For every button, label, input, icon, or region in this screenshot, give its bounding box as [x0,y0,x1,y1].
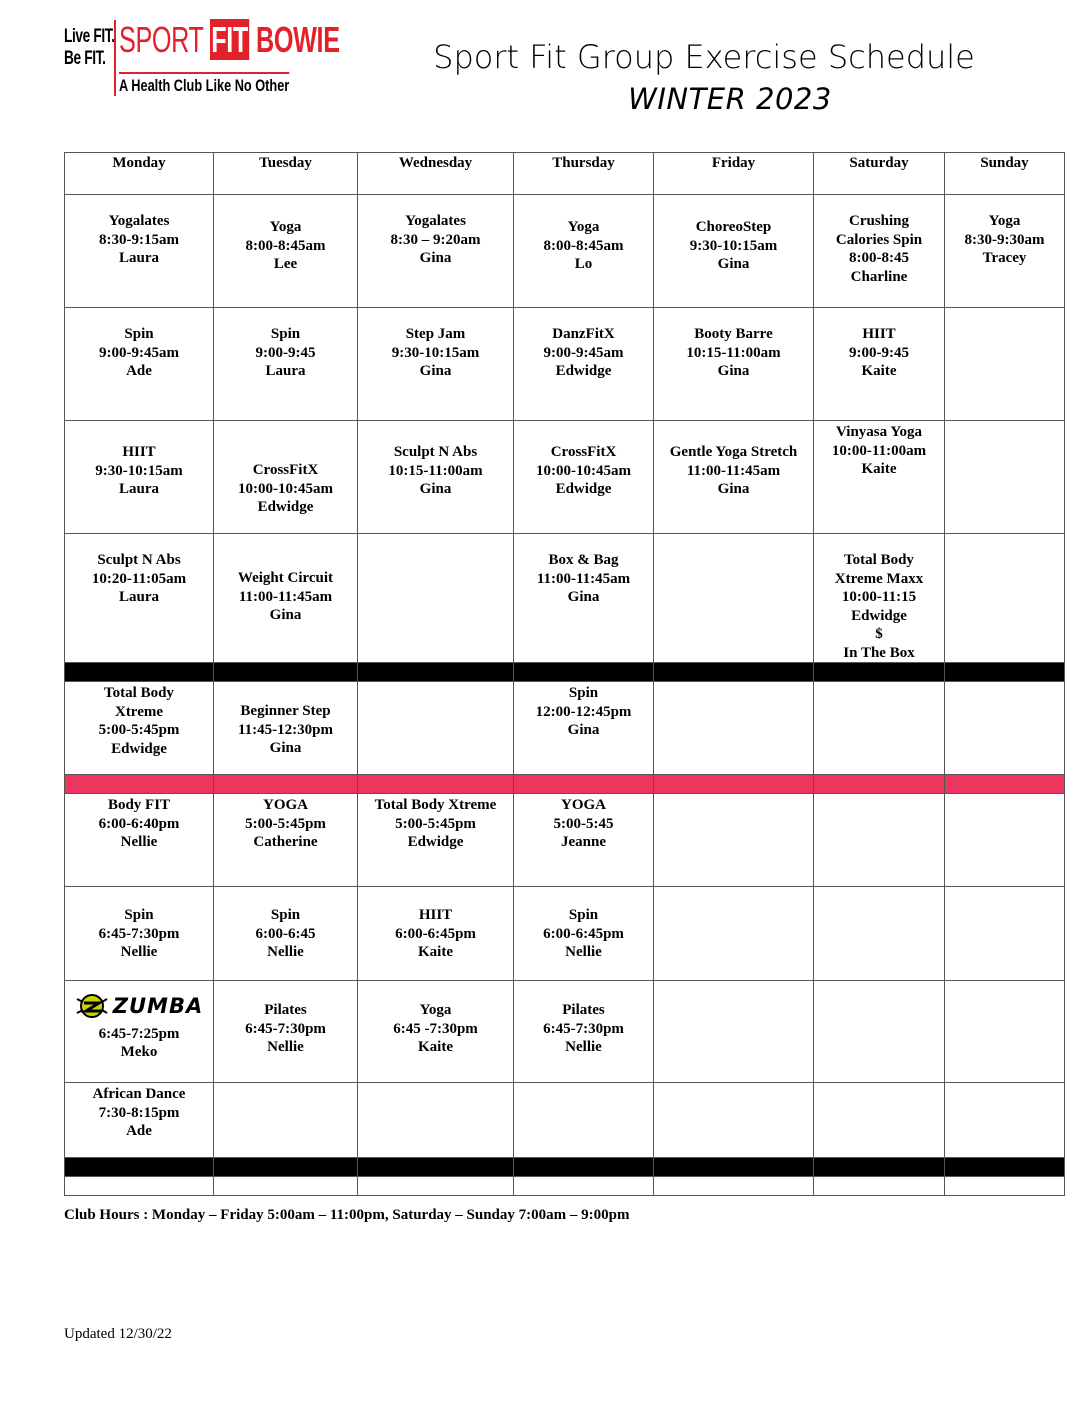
class-line: Jeanne [561,834,606,850]
divider-cell [945,1177,1065,1196]
class-line: HIIT [122,444,156,460]
class-cell [945,794,1065,887]
class-cell [65,887,214,981]
class-line: Yoga [419,1002,452,1018]
class-cell [945,682,1065,775]
day-header: Tuesday [214,153,358,195]
class-line: 8:00-8:45am [543,237,624,254]
class-line: Charline [850,268,908,285]
class-line: Gina [419,363,452,379]
class-cell [814,981,945,1083]
divider-cell [654,1158,814,1177]
schedule-row [65,981,1065,1083]
class-cell [654,308,814,421]
divider-cell [514,1177,654,1196]
logo-slogan: Live FIT. Be FIT. [64,26,115,69]
class-cell [358,421,514,534]
class-line: Edwidge [111,740,167,757]
class-cell [654,981,814,1083]
class-cell [514,534,654,663]
class-line: 9:00-9:45 [849,344,909,361]
class-line: Nellie [120,834,158,850]
class-cell [358,981,514,1083]
divider-cell [814,1158,945,1177]
schedule-row [65,1083,1065,1158]
class-line: 9:00-9:45am [543,344,624,361]
class-line: Spin [568,685,599,701]
class-line: ChoreoStep [695,219,772,235]
divider-cell [214,1158,358,1177]
schedule-row [65,887,1065,981]
class-cell [358,1083,514,1158]
class-line: 6:00-6:45pm [543,925,624,942]
page-title: Sport Fit Group Exercise Schedule [433,38,975,76]
class-line: 8:30 – 9:20am [390,231,481,248]
day-header: Friday [654,153,814,195]
schedule-row [65,794,1065,887]
class-line: 11:45-12:30pm [238,721,333,738]
class-line: Nellie [120,944,158,960]
class-line: 9:30-10:15am [95,462,183,479]
class-line: Booty Barre [694,326,773,342]
class-line: Pilates [264,1002,307,1018]
class-cell [358,308,514,421]
class-line: Tracey [982,250,1027,266]
class-line: YOGA [263,797,308,813]
divider-cell [945,1158,1065,1177]
class-line: Gina [567,722,600,738]
class-line: 6:45-7:30pm [245,1020,326,1037]
divider-cell [514,1158,654,1177]
class-cell [214,195,358,308]
class-cell [654,1083,814,1158]
class-line: Gentle Yoga Stretch [669,444,798,460]
class-cell [214,534,358,663]
class-line: Lo [574,256,593,272]
class-cell [65,534,214,663]
logo-wordmark: SPORT FIT BOWIE A Health Club Like No Other [114,20,306,96]
divider-cell [358,663,514,682]
class-line: 10:00-11:15 [841,589,917,605]
class-cell [514,195,654,308]
divider-cell [814,663,945,682]
divider-cell [65,1177,214,1196]
class-cell [214,682,358,775]
class-line: Xtreme Maxx [834,570,924,587]
zumba-logo [75,993,203,1019]
class-line: Body FIT [107,797,171,813]
class-cell [814,195,945,308]
class-line: Nellie [565,1039,602,1055]
class-cell [654,887,814,981]
class-line: Sculpt N Abs [393,444,478,460]
class-cell [65,195,214,308]
day-header: Monday [65,153,214,195]
class-line: Gina [419,481,452,497]
class-cell [945,1083,1065,1158]
class-cell [65,1083,214,1158]
class-line: 11:00-11:45am [536,570,631,587]
class-line: Gina [567,589,600,605]
class-line: Spin [568,907,599,923]
class-line: Gina [419,250,452,266]
class-line: 6:00-6:45pm [395,925,476,942]
class-line: Gina [269,740,302,756]
class-cell [514,682,654,775]
class-line: Kaite [861,363,897,379]
divider-cell [514,663,654,682]
class-cell [214,421,358,534]
day-header: Sunday [945,153,1065,195]
club-hours: Club Hours : Monday – Friday 5:00am – 11:00pm, Saturday – Sunday 7:00am – 9:00pm [64,1207,630,1223]
class-cell [65,682,214,775]
class-line: 9:30-10:15am [391,344,480,361]
schedule-row [65,195,1065,308]
day-header: Saturday [814,153,945,195]
class-line: 10:15-11:00am [388,462,483,479]
class-line: Edwidge [257,499,314,515]
logo-tagline: A Health Club Like No Other [119,72,289,96]
class-cell [214,308,358,421]
class-line: Spin [270,907,301,923]
divider-cell [358,1177,514,1196]
class-line: African Dance [92,1086,186,1102]
class-line: Edwidge [851,607,907,624]
class-line: 11:00-11:45am [686,462,781,479]
class-cell [654,421,814,534]
class-cell [65,981,214,1083]
class-line: Gina [269,607,302,623]
class-line: 8:30-9:15am [99,231,179,248]
class-cell [514,981,654,1083]
class-line: Nellie [267,944,304,960]
class-cell [358,534,514,663]
class-line: 12:00-12:45pm [535,703,632,720]
class-line: 10:00-10:45am [536,462,631,479]
class-cell [814,887,945,981]
class-cell [514,1083,654,1158]
divider-cell [214,775,358,794]
class-line: Crushing [848,213,910,229]
class-line: Pilates [562,1002,605,1018]
class-cell [814,794,945,887]
season-subtitle: WINTER 2023 [628,82,832,116]
divider-cell [654,663,814,682]
class-line: Box & Bag [548,552,619,568]
class-line: Nellie [267,1039,304,1055]
class-cell [358,682,514,775]
class-line: $ [875,626,883,642]
class-line: 6:45 -7:30pm [393,1020,478,1037]
class-line: 6:45-7:30pm [98,925,180,942]
class-line: 9:00-9:45am [99,344,179,361]
class-cell [654,195,814,308]
class-line: Kaite [418,1039,453,1055]
day-header-row [65,153,1065,195]
class-line: 10:00-10:45am [238,480,333,497]
zumba-label: ZUMBA [112,993,204,1018]
divider-cell [358,775,514,794]
class-line: Ade [126,1123,152,1139]
class-line: HIIT [418,907,453,923]
class-line: 7:30-8:15pm [98,1104,180,1121]
class-line: Gina [717,256,750,272]
class-cell [945,421,1065,534]
class-cell [65,794,214,887]
class-line: 5:00-5:45pm [395,815,476,832]
class-line: Calories Spin [835,231,923,248]
class-line: Edwidge [555,363,612,379]
class-cell [654,794,814,887]
class-cell [358,195,514,308]
class-cell [814,421,945,534]
class-line: Catherine [253,834,318,850]
class-line: Total Body [844,552,914,568]
schedule-row [65,308,1065,421]
class-line: Spin [124,326,154,342]
class-line: Yoga [988,213,1021,229]
class-line: Kaite [418,944,453,960]
class-line: 5:00-5:45pm [98,722,180,738]
class-cell [814,534,945,663]
class-line: Laura [118,589,159,605]
class-line: 9:30-10:15am [689,237,778,254]
class-cell [514,308,654,421]
class-cell [65,421,214,534]
class-line: Yoga [269,219,302,235]
class-line: 6:45-7:25pm [98,1025,180,1042]
class-line: 11:00-11:45am [238,588,333,605]
schedule-row [65,421,1065,534]
class-line: Kaite [861,461,897,477]
class-cell [65,308,214,421]
divider-cell [65,663,214,682]
class-line: 6:00-6:45 [255,925,316,942]
class-cell [214,981,358,1083]
class-cell [945,534,1065,663]
divider-cell [654,775,814,794]
day-header: Wednesday [358,153,514,195]
black-divider-row [65,1158,1065,1177]
class-line: Laura [265,363,306,379]
class-line: 6:00-6:40pm [98,815,180,832]
divider-cell [814,775,945,794]
class-line: Ade [126,363,152,379]
divider-cell [514,775,654,794]
class-line: Beginner Step [240,703,331,719]
class-line: 10:00-11:00am [831,442,927,459]
sportfit-logo [60,19,340,98]
class-line: Lee [273,256,298,272]
class-line: CrossFitX [550,444,617,460]
class-line: Laura [118,250,159,266]
class-line: 10:15-11:00am [686,344,781,361]
class-cell [814,682,945,775]
class-line: Spin [270,326,301,342]
class-line: 8:00-8:45am [245,237,326,254]
class-line: Laura [118,481,159,497]
class-cell [814,308,945,421]
class-line: 10:20-11:05am [91,570,187,587]
divider-cell [945,663,1065,682]
class-line: 5:00-5:45 [553,815,614,832]
divider-cell [358,1158,514,1177]
class-line: Nellie [565,944,602,960]
class-cell [514,887,654,981]
updated-date: Updated 12/30/22 [64,1326,172,1342]
class-line: Sculpt N Abs [97,552,181,568]
schedule-row [65,534,1065,663]
class-cell [214,887,358,981]
divider-cell [65,775,214,794]
class-cell [514,421,654,534]
class-line: 8:30-9:30am [964,231,1045,248]
class-line: Vinyasa Yoga [836,424,922,440]
black-divider-row [65,663,1065,682]
divider-cell [814,1177,945,1196]
divider-cell [214,1177,358,1196]
zumba-icon [75,993,109,1019]
class-line: Step Jam [405,326,466,342]
class-line: Meko [120,1044,158,1060]
divider-cell [945,775,1065,794]
divider-cell [214,663,358,682]
class-line: Edwidge [407,834,464,850]
class-line: 5:00-5:45pm [245,815,326,832]
class-line: Weight Circuit [237,570,334,586]
class-cell [654,682,814,775]
schedule-table [64,152,1065,1196]
divider-cell [65,1158,214,1177]
class-line: In The Box [843,644,915,661]
pink-divider-row [65,775,1065,794]
class-line: 8:00-8:45 [849,250,909,266]
class-cell [945,887,1065,981]
schedule-row [65,682,1065,775]
class-line: Yoga [567,219,600,235]
class-cell [514,794,654,887]
day-header: Thursday [514,153,654,195]
class-cell [358,794,514,887]
class-cell [214,794,358,887]
divider-cell [654,1177,814,1196]
class-line: Gina [717,363,750,379]
class-cell [358,887,514,981]
class-cell [214,1083,358,1158]
class-line: Yogalates [405,213,466,229]
class-line: Gina [717,481,750,497]
class-line: Xtreme [114,703,164,720]
blank-row [65,1177,1065,1196]
class-line: 9:00-9:45 [255,344,316,361]
class-line: CrossFitX [252,462,319,478]
class-cell [945,308,1065,421]
class-line: Total Body Xtreme [374,797,497,813]
class-line: YOGA [561,797,606,813]
class-cell [814,1083,945,1158]
class-cell [945,981,1065,1083]
class-line: DanzFitX [552,326,615,342]
class-cell [945,195,1065,308]
class-line: Edwidge [555,481,612,497]
class-line: HIIT [862,326,896,342]
class-line: 6:45-7:30pm [543,1020,624,1037]
class-cell [654,534,814,663]
class-line: Yogalates [108,213,170,229]
class-line: Spin [124,907,154,923]
class-line: Total Body [104,685,174,701]
